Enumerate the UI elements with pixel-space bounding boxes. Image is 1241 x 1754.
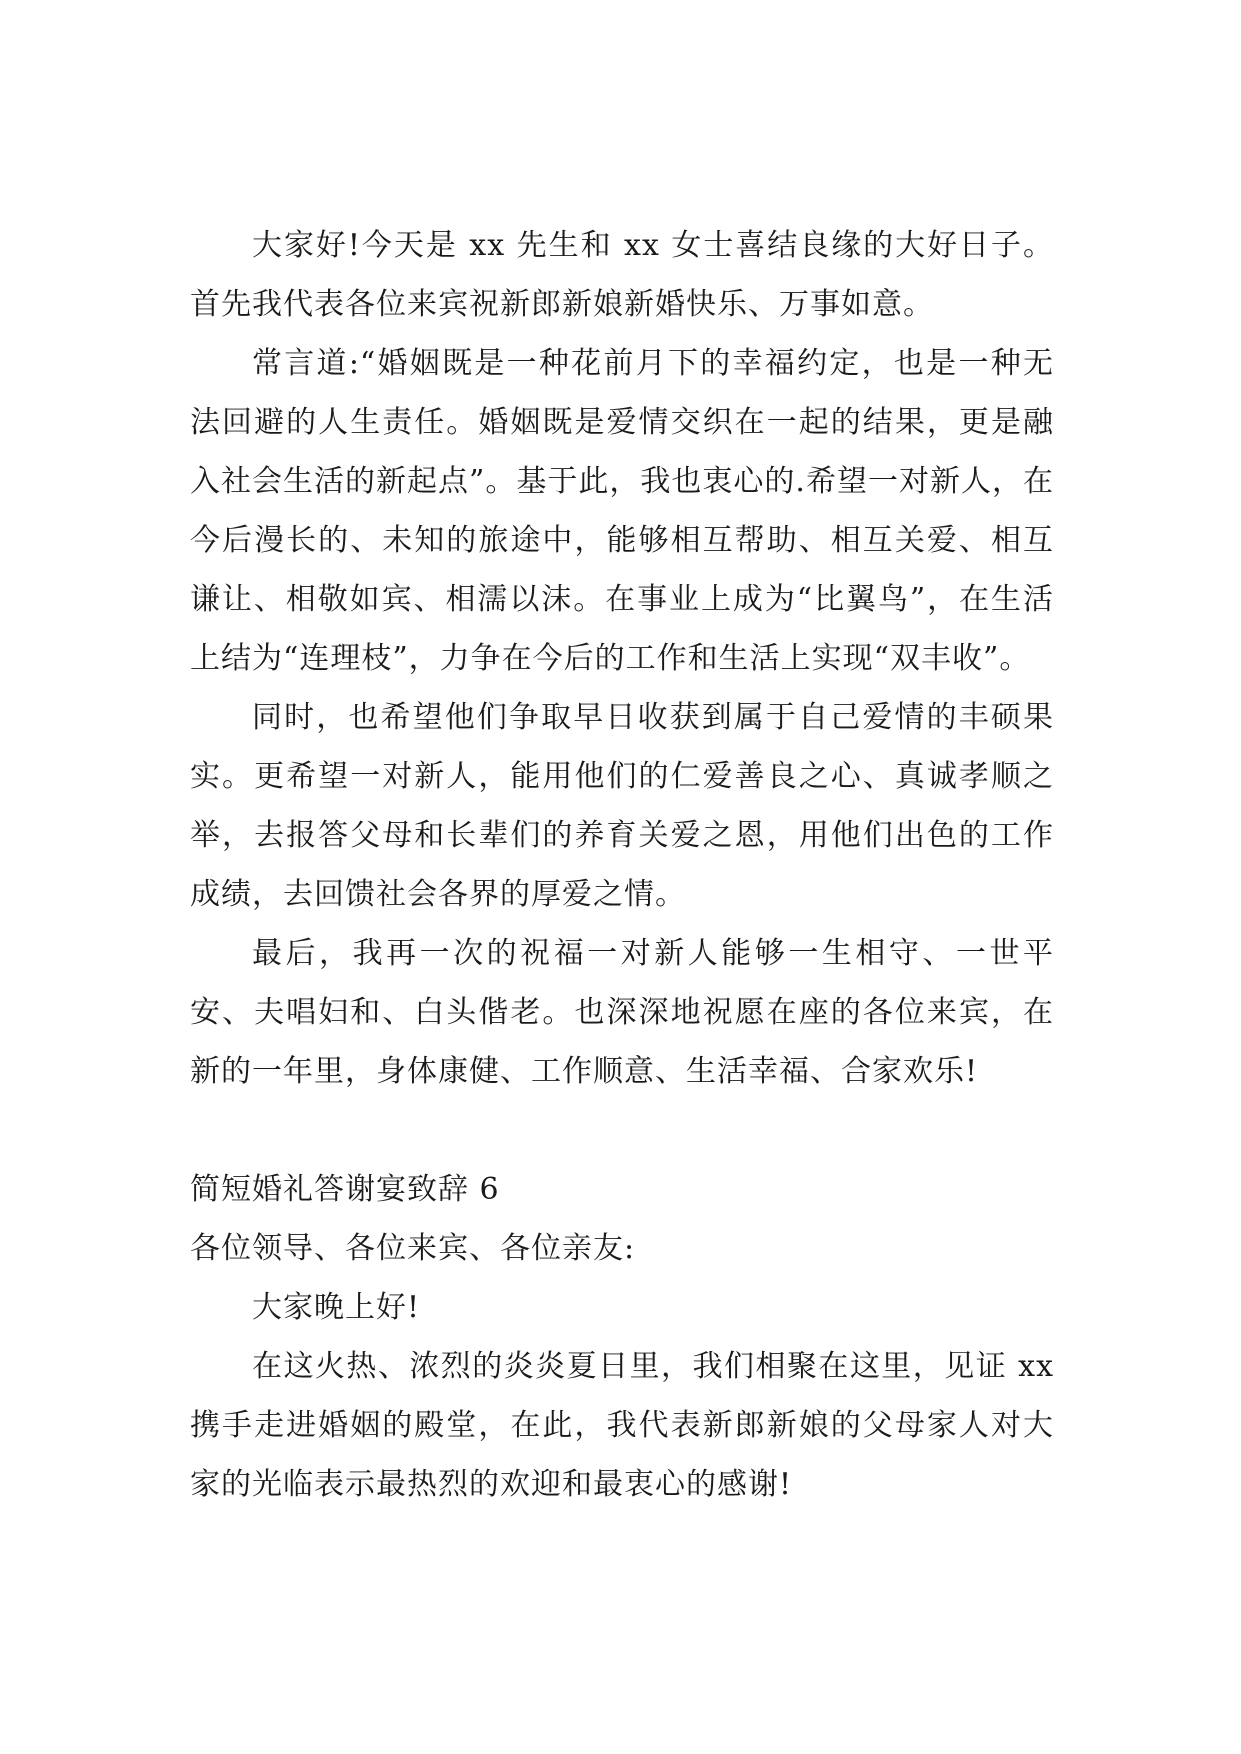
document-body <box>190 216 1054 1514</box>
paragraph-hopes: 同时，也希望他们争取早日收获到属于自己爱情的丰硕果实。更希望一对新人，能用他们的仁爱善良之心、真诚孝顺之举，去报答父母和长辈们的养育关爱之恩，用他们出色的工作成绩，去回馈社会各界的厚爱之情。 <box>190 700 1054 912</box>
salutation: 各位领导、各位来宾、各位亲友: <box>190 1231 636 1266</box>
paragraph-marriage-saying: 常言道:“婚姻既是一种花前月下的幸福约定，也是一种无法回避的人生责任。婚姻既是爱情交织在一起的结果，更是融入社会生活的新起点”。基于此，我也衷心的.希望一对新人，在今后漫长的、未知的旅途中，能够相互帮助、相互关爱、相互谦让、相敬如宾、相濡以沫。在事业上成为“比翼鸟”，在生活上结为“连理枝”，力争在今后的工作和生活上实现“双丰收”。 <box>190 346 1054 676</box>
speech-section-6 <box>190 1160 1054 1514</box>
section-title: 简短婚礼答谢宴致辞 6 <box>190 1172 500 1207</box>
paragraph-final-blessing: 最后，我再一次的祝福一对新人能够一生相守、一世平安、夫唱妇和、白头偕老。也深深地祝愿在座的各位来宾，在新的一年里，身体康健、工作顺意、生活幸福、合家欢乐! <box>190 936 1054 1089</box>
paragraph-welcome-thanks: 在这火热、浓烈的炎炎夏日里，我们相聚在这里，见证 xx 携手走进婚姻的殿堂，在此，我代表新郎新娘的父母家人对大家的光临表示最热烈的欢迎和最衷心的感谢! <box>190 1349 1054 1502</box>
paragraph-evening-greeting: 大家晚上好! <box>252 1290 421 1325</box>
paragraph-greeting: 大家好!今天是 xx 先生和 xx 女士喜结良缘的大好日子。首先我代表各位来宾祝新郎新娘新婚快乐、万事如意。 <box>190 228 1054 322</box>
